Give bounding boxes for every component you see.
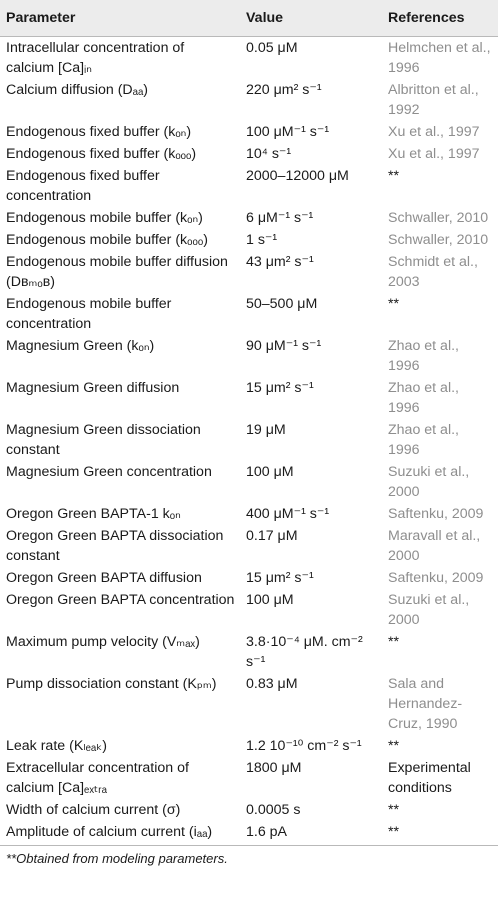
cell-value: 1.2 10⁻¹⁰ cm⁻² s⁻¹: [246, 738, 362, 754]
cell-reference: Schwaller, 2010: [388, 210, 489, 226]
cell-parameter: Endogenous fixed buffer concentration: [6, 168, 160, 204]
table-row: [0, 121, 498, 143]
cell-value: 220 μm² s⁻¹: [246, 82, 322, 98]
header-references: References: [382, 0, 498, 37]
cell-value: 100 μM: [246, 464, 294, 480]
cell-reference: Xu et al., 1997: [388, 146, 480, 162]
cell-value: 0.83 μM: [246, 676, 298, 692]
cell-reference: Zhao et al., 1996: [388, 380, 459, 416]
cell-parameter: Oregon Green BAPTA dissociation constant: [6, 528, 224, 564]
table-row: [0, 143, 498, 165]
table-row: [0, 735, 498, 757]
cell-parameter: Oregon Green BAPTA concentration: [6, 592, 235, 608]
cell-parameter: Intracellular concentration of calcium [Ca]ᵢₙ: [6, 40, 185, 76]
cell-reference: Zhao et al., 1996: [388, 338, 459, 374]
cell-parameter: Magnesium Green concentration: [6, 464, 212, 480]
cell-value: 19 μM: [246, 422, 286, 438]
cell-parameter: Magnesium Green dissociation constant: [6, 422, 201, 458]
cell-parameter: Maximum pump velocity (Vₘₐₓ): [6, 634, 200, 650]
cell-parameter: Leak rate (Kₗₑₐₖ): [6, 738, 107, 754]
cell-parameter: Endogenous fixed buffer (kₒₒₒ): [6, 146, 197, 162]
cell-reference: Suzuki et al., 2000: [388, 592, 470, 628]
cell-value: 400 μM⁻¹ s⁻¹: [246, 506, 330, 522]
cell-parameter: Oregon Green BAPTA-1 kₒₙ: [6, 506, 181, 522]
cell-value: 0.05 μM: [246, 40, 298, 56]
cell-parameter: Magnesium Green (kₒₙ): [6, 338, 155, 354]
table-row: [0, 207, 498, 229]
cell-parameter: Endogenous mobile buffer (kₒₒₒ): [6, 232, 208, 248]
cell-reference: **: [388, 168, 400, 184]
table-row: [0, 567, 498, 589]
table-row: [0, 673, 498, 735]
table-row: [0, 251, 498, 293]
table-header-row: [0, 0, 498, 37]
cell-value: 6 μM⁻¹ s⁻¹: [246, 210, 314, 226]
cell-reference: **: [388, 738, 400, 754]
cell-value: 90 μM⁻¹ s⁻¹: [246, 338, 322, 354]
cell-reference: Albritton et al., 1992: [388, 82, 479, 118]
cell-parameter: Oregon Green BAPTA diffusion: [6, 570, 202, 586]
table-row: [0, 419, 498, 461]
cell-reference: **: [388, 296, 400, 312]
cell-parameter: Width of calcium current (σ): [6, 802, 181, 818]
table-row: [0, 165, 498, 207]
cell-reference: **: [388, 634, 400, 650]
cell-reference: Schwaller, 2010: [388, 232, 489, 248]
table-row: [0, 79, 498, 121]
cell-value: 15 μm² s⁻¹: [246, 380, 314, 396]
cell-value: 100 μM: [246, 592, 294, 608]
cell-value: 0.0005 s: [246, 802, 301, 818]
cell-value: 50–500 μM: [246, 296, 318, 312]
table-row: [0, 229, 498, 251]
cell-parameter: Endogenous mobile buffer concentration: [6, 296, 172, 332]
cell-reference: Xu et al., 1997: [388, 124, 480, 140]
cell-reference: **: [388, 802, 400, 818]
cell-reference: Experimental conditions: [388, 760, 471, 796]
cell-parameter: Pump dissociation constant (Kₚₘ): [6, 676, 217, 692]
cell-reference: Sala and Hernandez-Cruz, 1990: [388, 676, 463, 732]
cell-reference: Saftenku, 2009: [388, 570, 484, 586]
cell-parameter: Extracellular concentration of calcium [Ca]ₑₓₜᵣₐ: [6, 760, 189, 796]
cell-reference: Zhao et al., 1996: [388, 422, 459, 458]
table-row: [0, 503, 498, 525]
cell-reference: **: [382, 821, 498, 846]
cell-reference: Schmidt et al., 2003: [388, 254, 478, 290]
cell-reference: Saftenku, 2009: [388, 506, 484, 522]
header-parameter: Parameter: [0, 0, 240, 37]
cell-value: 2000–12000 μM: [246, 168, 349, 184]
table-row: [0, 461, 498, 503]
table-row: [0, 631, 498, 673]
cell-value: 100 μM⁻¹ s⁻¹: [246, 124, 330, 140]
table-row: [0, 799, 498, 821]
cell-reference: Maravall et al., 2000: [388, 528, 481, 564]
table-row: [0, 757, 498, 799]
header-value: Value: [240, 0, 382, 37]
cell-parameter: Endogenous mobile buffer diffusion (Dʙₘₒʙ): [6, 254, 228, 290]
cell-value: 43 μm² s⁻¹: [246, 254, 314, 270]
table-row: [0, 37, 498, 80]
cell-reference: Suzuki et al., 2000: [388, 464, 470, 500]
cell-value: 15 μm² s⁻¹: [246, 570, 314, 586]
cell-value: 10⁴ s⁻¹: [246, 146, 292, 162]
cell-parameter: Calcium diffusion (Dₐₐ): [6, 82, 148, 98]
cell-value: 1800 μM: [246, 760, 302, 776]
cell-value: 0.17 μM: [246, 528, 298, 544]
cell-reference: Helmchen et al., 1996: [388, 40, 491, 76]
table-footnote: **Obtained from modeling parameters.: [6, 851, 228, 866]
table-row: [0, 821, 498, 846]
cell-parameter: Endogenous fixed buffer (kₒₙ): [6, 124, 192, 140]
cell-value: 1.6 pA: [240, 821, 382, 846]
table-row: [0, 589, 498, 631]
table-row: [0, 377, 498, 419]
cell-value: 3.8·10⁻⁴ μM. cm⁻² s⁻¹: [246, 634, 363, 670]
table-row: [0, 335, 498, 377]
cell-value: 1 s⁻¹: [246, 232, 278, 248]
table-row: [0, 525, 498, 567]
cell-parameter: Endogenous mobile buffer (kₒₙ): [6, 210, 203, 226]
table-row: [0, 293, 498, 335]
cell-parameter: Amplitude of calcium current (iₐₐ): [0, 821, 240, 846]
cell-parameter: Magnesium Green diffusion: [6, 380, 180, 396]
